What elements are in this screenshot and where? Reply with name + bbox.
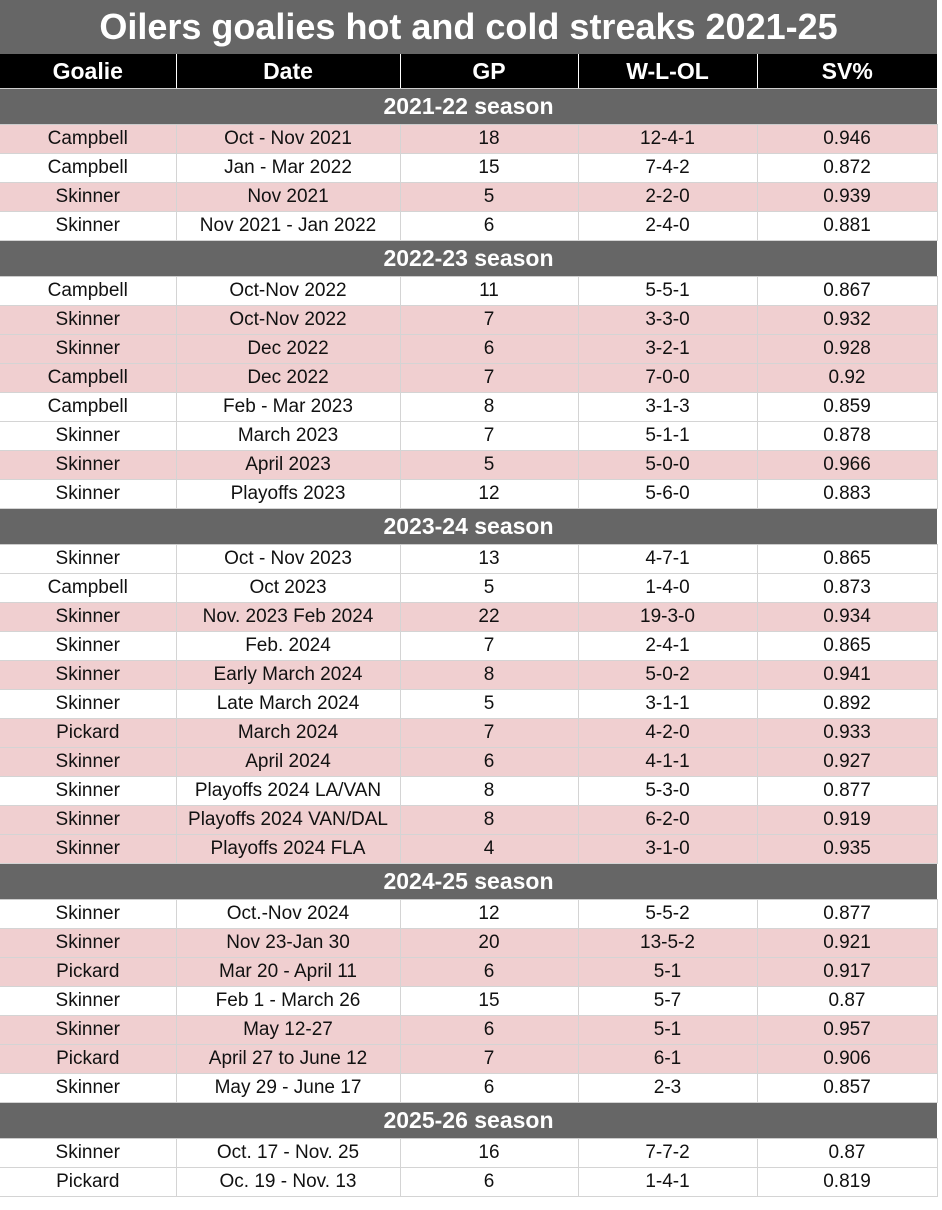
cell-wlol: 7-4-2 bbox=[578, 154, 757, 183]
table-row bbox=[0, 719, 937, 748]
cell-goalie: Campbell bbox=[0, 393, 176, 422]
cell-wlol: 5-1 bbox=[578, 958, 757, 987]
cell-sv: 0.819 bbox=[757, 1168, 937, 1197]
cell-goalie: Skinner bbox=[0, 183, 176, 212]
cell-gp: 8 bbox=[400, 806, 578, 835]
cell-date: Oct-Nov 2022 bbox=[176, 306, 400, 335]
cell-wlol: 5-5-1 bbox=[578, 277, 757, 306]
cell-date: March 2023 bbox=[176, 422, 400, 451]
cell-date: Feb. 2024 bbox=[176, 632, 400, 661]
cell-wlol: 5-1 bbox=[578, 1016, 757, 1045]
cell-date: Oct - Nov 2023 bbox=[176, 545, 400, 574]
cell-sv: 0.966 bbox=[757, 451, 937, 480]
table-row bbox=[0, 335, 937, 364]
cell-goalie: Campbell bbox=[0, 364, 176, 393]
cell-date: April 27 to June 12 bbox=[176, 1045, 400, 1074]
cell-gp: 12 bbox=[400, 900, 578, 929]
cell-goalie: Skinner bbox=[0, 480, 176, 509]
cell-sv: 0.946 bbox=[757, 125, 937, 154]
table-row bbox=[0, 1168, 937, 1197]
cell-gp: 7 bbox=[400, 1045, 578, 1074]
cell-goalie: Pickard bbox=[0, 1168, 176, 1197]
cell-goalie: Skinner bbox=[0, 748, 176, 777]
table-row bbox=[0, 900, 937, 929]
cell-gp: 6 bbox=[400, 335, 578, 364]
cell-gp: 6 bbox=[400, 212, 578, 241]
cell-goalie: Campbell bbox=[0, 154, 176, 183]
cell-date: Oct - Nov 2021 bbox=[176, 125, 400, 154]
cell-date: Jan - Mar 2022 bbox=[176, 154, 400, 183]
cell-date: Nov. 2023 Feb 2024 bbox=[176, 603, 400, 632]
cell-gp: 11 bbox=[400, 277, 578, 306]
cell-sv: 0.877 bbox=[757, 777, 937, 806]
cell-gp: 12 bbox=[400, 480, 578, 509]
cell-gp: 4 bbox=[400, 835, 578, 864]
cell-gp: 6 bbox=[400, 748, 578, 777]
cell-goalie: Pickard bbox=[0, 958, 176, 987]
cell-goalie: Campbell bbox=[0, 125, 176, 154]
table-row bbox=[0, 777, 937, 806]
cell-goalie: Skinner bbox=[0, 1074, 176, 1103]
season-label: 2023-24 season bbox=[0, 509, 937, 545]
cell-wlol: 4-1-1 bbox=[578, 748, 757, 777]
cell-goalie: Pickard bbox=[0, 719, 176, 748]
table-row bbox=[0, 661, 937, 690]
cell-goalie: Skinner bbox=[0, 777, 176, 806]
cell-date: April 2024 bbox=[176, 748, 400, 777]
cell-sv: 0.928 bbox=[757, 335, 937, 364]
cell-wlol: 6-2-0 bbox=[578, 806, 757, 835]
cell-sv: 0.919 bbox=[757, 806, 937, 835]
cell-goalie: Skinner bbox=[0, 987, 176, 1016]
cell-goalie: Skinner bbox=[0, 212, 176, 241]
cell-gp: 22 bbox=[400, 603, 578, 632]
cell-wlol: 2-3 bbox=[578, 1074, 757, 1103]
page-title: Oilers goalies hot and cold streaks 2021-25 bbox=[0, 0, 937, 54]
cell-wlol: 3-1-3 bbox=[578, 393, 757, 422]
table-row bbox=[0, 574, 937, 603]
cell-sv: 0.921 bbox=[757, 929, 937, 958]
table-row bbox=[0, 1139, 937, 1168]
cell-wlol: 3-1-0 bbox=[578, 835, 757, 864]
cell-goalie: Skinner bbox=[0, 632, 176, 661]
cell-goalie: Skinner bbox=[0, 661, 176, 690]
cell-goalie: Skinner bbox=[0, 900, 176, 929]
cell-sv: 0.927 bbox=[757, 748, 937, 777]
cell-sv: 0.92 bbox=[757, 364, 937, 393]
cell-wlol: 7-7-2 bbox=[578, 1139, 757, 1168]
table-row bbox=[0, 690, 937, 719]
table-row bbox=[0, 632, 937, 661]
column-header-row bbox=[0, 54, 937, 89]
cell-date: Mar 20 - April 11 bbox=[176, 958, 400, 987]
table-row bbox=[0, 306, 937, 335]
cell-wlol: 6-1 bbox=[578, 1045, 757, 1074]
table-row bbox=[0, 748, 937, 777]
cell-sv: 0.859 bbox=[757, 393, 937, 422]
cell-gp: 7 bbox=[400, 306, 578, 335]
cell-gp: 15 bbox=[400, 987, 578, 1016]
cell-gp: 8 bbox=[400, 393, 578, 422]
cell-sv: 0.878 bbox=[757, 422, 937, 451]
table-row bbox=[0, 183, 937, 212]
cell-wlol: 12-4-1 bbox=[578, 125, 757, 154]
column-header-sv: SV% bbox=[757, 54, 937, 89]
cell-date: Playoffs 2024 LA/VAN bbox=[176, 777, 400, 806]
cell-wlol: 3-3-0 bbox=[578, 306, 757, 335]
cell-sv: 0.872 bbox=[757, 154, 937, 183]
cell-gp: 13 bbox=[400, 545, 578, 574]
cell-wlol: 2-4-1 bbox=[578, 632, 757, 661]
cell-date: Oct. 17 - Nov. 25 bbox=[176, 1139, 400, 1168]
cell-date: Nov 2021 bbox=[176, 183, 400, 212]
table-row bbox=[0, 806, 937, 835]
table-row bbox=[0, 154, 937, 183]
cell-goalie: Skinner bbox=[0, 335, 176, 364]
table-row bbox=[0, 835, 937, 864]
cell-date: March 2024 bbox=[176, 719, 400, 748]
cell-gp: 5 bbox=[400, 690, 578, 719]
cell-goalie: Campbell bbox=[0, 277, 176, 306]
cell-wlol: 5-6-0 bbox=[578, 480, 757, 509]
table-row bbox=[0, 958, 937, 987]
season-header-row bbox=[0, 864, 937, 900]
cell-sv: 0.932 bbox=[757, 306, 937, 335]
cell-goalie: Skinner bbox=[0, 422, 176, 451]
cell-wlol: 5-3-0 bbox=[578, 777, 757, 806]
cell-date: Feb - Mar 2023 bbox=[176, 393, 400, 422]
cell-gp: 5 bbox=[400, 183, 578, 212]
table-row bbox=[0, 1045, 937, 1074]
cell-date: Nov 2021 - Jan 2022 bbox=[176, 212, 400, 241]
season-header-row bbox=[0, 241, 937, 277]
cell-gp: 20 bbox=[400, 929, 578, 958]
cell-gp: 5 bbox=[400, 451, 578, 480]
cell-wlol: 2-2-0 bbox=[578, 183, 757, 212]
cell-wlol: 19-3-0 bbox=[578, 603, 757, 632]
cell-wlol: 3-1-1 bbox=[578, 690, 757, 719]
cell-date: Late March 2024 bbox=[176, 690, 400, 719]
cell-gp: 7 bbox=[400, 422, 578, 451]
cell-sv: 0.941 bbox=[757, 661, 937, 690]
season-label: 2022-23 season bbox=[0, 241, 937, 277]
cell-sv: 0.87 bbox=[757, 1139, 937, 1168]
cell-date: Playoffs 2024 FLA bbox=[176, 835, 400, 864]
cell-wlol: 7-0-0 bbox=[578, 364, 757, 393]
table-row bbox=[0, 422, 937, 451]
cell-wlol: 4-2-0 bbox=[578, 719, 757, 748]
table-row bbox=[0, 1074, 937, 1103]
cell-date: Feb 1 - March 26 bbox=[176, 987, 400, 1016]
cell-gp: 5 bbox=[400, 574, 578, 603]
cell-sv: 0.881 bbox=[757, 212, 937, 241]
cell-date: Oc. 19 - Nov. 13 bbox=[176, 1168, 400, 1197]
cell-sv: 0.873 bbox=[757, 574, 937, 603]
cell-sv: 0.906 bbox=[757, 1045, 937, 1074]
cell-wlol: 5-7 bbox=[578, 987, 757, 1016]
table-row bbox=[0, 277, 937, 306]
cell-wlol: 4-7-1 bbox=[578, 545, 757, 574]
cell-sv: 0.87 bbox=[757, 987, 937, 1016]
cell-gp: 7 bbox=[400, 364, 578, 393]
cell-goalie: Skinner bbox=[0, 1016, 176, 1045]
cell-gp: 8 bbox=[400, 661, 578, 690]
table-row bbox=[0, 212, 937, 241]
season-label: 2024-25 season bbox=[0, 864, 937, 900]
table-row bbox=[0, 603, 937, 632]
cell-wlol: 1-4-1 bbox=[578, 1168, 757, 1197]
cell-wlol: 5-0-0 bbox=[578, 451, 757, 480]
cell-gp: 7 bbox=[400, 632, 578, 661]
cell-wlol: 1-4-0 bbox=[578, 574, 757, 603]
table-row bbox=[0, 929, 937, 958]
cell-date: April 2023 bbox=[176, 451, 400, 480]
cell-goalie: Skinner bbox=[0, 835, 176, 864]
cell-date: Playoffs 2023 bbox=[176, 480, 400, 509]
column-header-gp: GP bbox=[400, 54, 578, 89]
cell-wlol: 5-5-2 bbox=[578, 900, 757, 929]
table-row bbox=[0, 451, 937, 480]
cell-goalie: Skinner bbox=[0, 690, 176, 719]
cell-sv: 0.934 bbox=[757, 603, 937, 632]
cell-sv: 0.877 bbox=[757, 900, 937, 929]
season-header-row bbox=[0, 1103, 937, 1139]
cell-sv: 0.933 bbox=[757, 719, 937, 748]
cell-date: May 29 - June 17 bbox=[176, 1074, 400, 1103]
cell-sv: 0.892 bbox=[757, 690, 937, 719]
cell-gp: 6 bbox=[400, 1074, 578, 1103]
cell-sv: 0.857 bbox=[757, 1074, 937, 1103]
cell-gp: 16 bbox=[400, 1139, 578, 1168]
cell-sv: 0.867 bbox=[757, 277, 937, 306]
cell-goalie: Skinner bbox=[0, 306, 176, 335]
cell-date: Nov 23-Jan 30 bbox=[176, 929, 400, 958]
cell-date: Playoffs 2024 VAN/DAL bbox=[176, 806, 400, 835]
cell-gp: 18 bbox=[400, 125, 578, 154]
table-row bbox=[0, 480, 937, 509]
cell-wlol: 3-2-1 bbox=[578, 335, 757, 364]
cell-sv: 0.939 bbox=[757, 183, 937, 212]
cell-wlol: 13-5-2 bbox=[578, 929, 757, 958]
cell-goalie: Skinner bbox=[0, 451, 176, 480]
cell-date: Oct-Nov 2022 bbox=[176, 277, 400, 306]
cell-sv: 0.865 bbox=[757, 632, 937, 661]
table-row bbox=[0, 1016, 937, 1045]
column-header-date: Date bbox=[176, 54, 400, 89]
cell-gp: 6 bbox=[400, 958, 578, 987]
cell-goalie: Skinner bbox=[0, 806, 176, 835]
cell-date: Oct 2023 bbox=[176, 574, 400, 603]
season-label: 2021-22 season bbox=[0, 89, 937, 125]
season-label: 2025-26 season bbox=[0, 1103, 937, 1139]
streaks-table bbox=[0, 54, 938, 1197]
cell-wlol: 2-4-0 bbox=[578, 212, 757, 241]
cell-gp: 15 bbox=[400, 154, 578, 183]
cell-wlol: 5-1-1 bbox=[578, 422, 757, 451]
table-row bbox=[0, 987, 937, 1016]
cell-date: Dec 2022 bbox=[176, 335, 400, 364]
table-body bbox=[0, 54, 937, 1197]
cell-date: May 12-27 bbox=[176, 1016, 400, 1045]
cell-goalie: Skinner bbox=[0, 603, 176, 632]
season-header-row bbox=[0, 89, 937, 125]
cell-goalie: Campbell bbox=[0, 574, 176, 603]
cell-gp: 6 bbox=[400, 1016, 578, 1045]
column-header-wlol: W-L-OL bbox=[578, 54, 757, 89]
cell-sv: 0.957 bbox=[757, 1016, 937, 1045]
cell-gp: 6 bbox=[400, 1168, 578, 1197]
cell-goalie: Pickard bbox=[0, 1045, 176, 1074]
cell-date: Dec 2022 bbox=[176, 364, 400, 393]
cell-sv: 0.883 bbox=[757, 480, 937, 509]
cell-goalie: Skinner bbox=[0, 545, 176, 574]
cell-date: Oct.-Nov 2024 bbox=[176, 900, 400, 929]
cell-date: Early March 2024 bbox=[176, 661, 400, 690]
table-row bbox=[0, 125, 937, 154]
column-header-goalie: Goalie bbox=[0, 54, 176, 89]
table-row bbox=[0, 545, 937, 574]
table-row bbox=[0, 393, 937, 422]
table-row bbox=[0, 364, 937, 393]
cell-gp: 7 bbox=[400, 719, 578, 748]
cell-goalie: Skinner bbox=[0, 1139, 176, 1168]
cell-sv: 0.935 bbox=[757, 835, 937, 864]
cell-sv: 0.865 bbox=[757, 545, 937, 574]
cell-gp: 8 bbox=[400, 777, 578, 806]
cell-sv: 0.917 bbox=[757, 958, 937, 987]
cell-wlol: 5-0-2 bbox=[578, 661, 757, 690]
cell-goalie: Skinner bbox=[0, 929, 176, 958]
season-header-row bbox=[0, 509, 937, 545]
